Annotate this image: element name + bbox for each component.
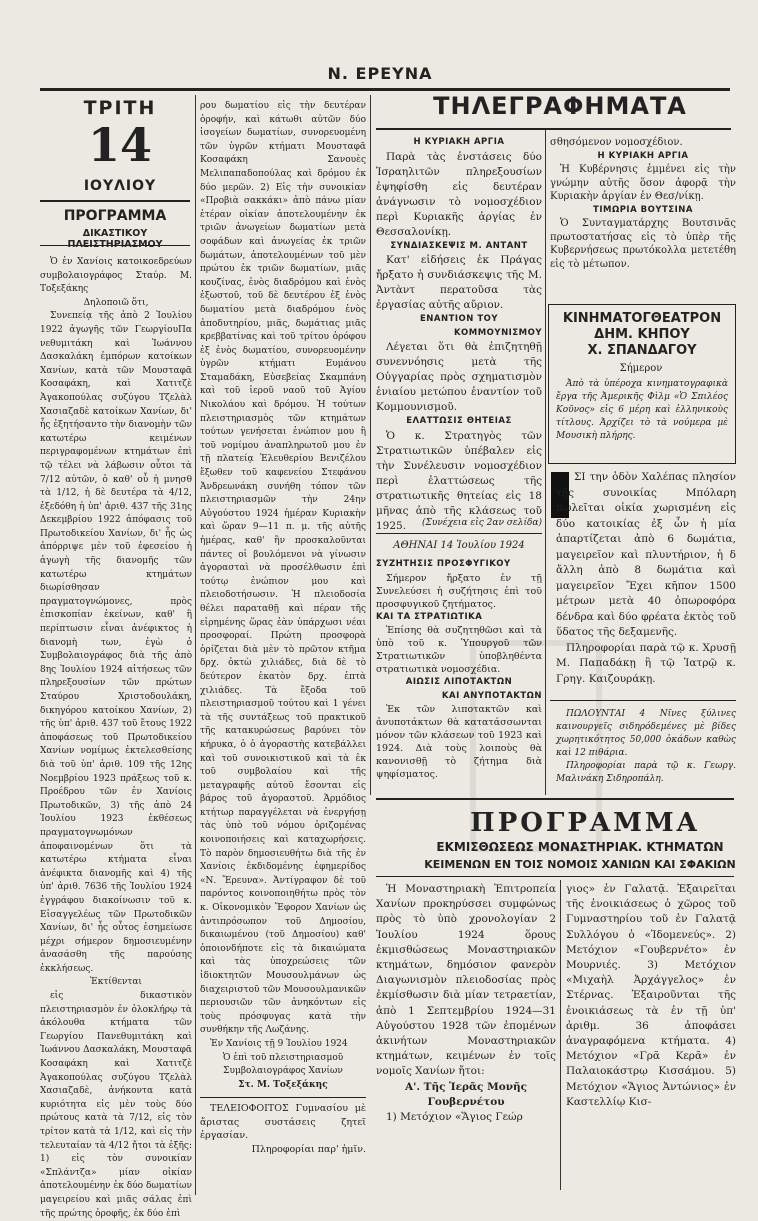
barrels-info: Πληροφορίαι παρὰ τῷ κ. Γεωργ. Μαλινάκη Σιδηροπάλη.: [556, 761, 736, 784]
lease-text: Ἡ Μοναστηριακὴ Ἐπιτροπεία Χανίων προκηρύσσει συμφώνως πρὸς τὸ ὑπὸ χρονολογίαν 2 Ἰουλίου 1924 ὅρους ἐκμισθώσεως Μοναστηριακῶν κτημάτων, δημόσιον φανερὸν Διαγωνισμὸν πλειοδοσίας πρὸς ἐκμίσθωσιν διὰ μίαν τετραετίαν, ἀπὸ 1 Σεπτεμβρίου 1924—31 Αὐγούστου 1928 τῶν ἑπομένων ἀκινήτων Μοναστηριακῶν κτημάτων, κειμένων ἐν τοῖς νομοῖς Χανίων ἤτοι:: [376, 883, 556, 1078]
auction-subheading: ΔΙΚΑΣΤΙΚΟΥ: [82, 228, 148, 239]
telegram-heading: ΕΝΑΝΤΙΟΝ ΤΟΥ: [419, 314, 499, 325]
telegrams-right: [550, 136, 736, 301]
telegrams-column: [376, 136, 542, 531]
telegram-heading: ΑΙΩΣΙΣ ΛΙΠΟΤΑΚΤΩΝ: [405, 677, 513, 688]
lease-program-col1: [376, 882, 556, 1182]
telegrams-title: ΤΗΛΕΓΡΑΦΗΜΑΤΑ: [433, 92, 687, 120]
rule: [200, 1097, 366, 1098]
telegram-text: Παρὰ τὰς ἐνστάσεις δύο Ἰσραηλιτῶν πληρεξουσίων ἐψηφίσθη εἰς δευτέραν ἀνάγνωσιν τὸ νομοσχέδιον περὶ Κυριακῆς ἀργίας ἐν Θεσσαλονίκῃ.: [376, 150, 542, 238]
rule: [376, 533, 542, 534]
day-number: 14: [87, 118, 152, 172]
signature: Στ. Μ. Τοξεξάκης: [238, 1079, 328, 1090]
telegram-text: Κατ' εἰδήσεις ἐκ Πράγας ἤρξατο ἡ συνδιάσκεψις τῆς Μ. Ἀντὰντ περατοῦσα τὰς ἐργασίας αὐτῆς αὔριον.: [376, 254, 542, 312]
telegram-text: Λέγεται ὅτι θὰ ἐπιζητηθῇ συνεννόησις μετὰ τῆς Οὐγγαρίας πρὸς σχηματισμὸν ἑνιαίου μετώπου ἐναντίον τοῦ Κομμουνισμοῦ.: [376, 341, 542, 414]
cinema-title: [548, 311, 736, 359]
cinema-title-line1: ΚΙΝΗΜΑΤΟΓΘΕΑΤΡΟΝ: [562, 311, 722, 326]
telegram-text: Ὁ Συνταγματάρχης Βουτσινᾶς πρωτοστατήσας εἰς τὸ ὑπὲρ τῆς Κυβερνήσεως πρωτόκολλα μετετέθη εἰς τὸ μέτωπον.: [550, 218, 736, 270]
telegram-text: σθησόμενον νομοσχέδιον.: [550, 137, 683, 148]
rule: [40, 200, 190, 202]
column-divider: [370, 95, 371, 795]
telegram-text: Σήμερον ἤρξατο ἐν τῇ Συνελεύσει ἡ συζήτησις ἐπὶ τοῦ προσφυγικοῦ ζητήματος.: [376, 572, 542, 610]
cinema-today: Σήμερον: [619, 363, 663, 374]
weekday: ΤΡΙΤΗ: [83, 97, 157, 119]
cinema-text: [556, 378, 728, 458]
auction-intro: Ὁ ἐν Χανίοις κατοικοεδρεύων συμβολαιογράφος Σταύρ. Μ. Τοξεξάκης: [40, 257, 192, 295]
telegram-text: Ὁ κ. Στρατηγὸς τῶν Στρατιωτικῶν ὑπέβαλεν εἰς τὴν Συνέλευσιν νομοσχέδιον περὶ ἐλαττώσεως τῆς στρατιωτικῆς θητείας εἰς 18 μῆνας ἀπὸ τῆς κλάσεως τοῦ 1925.: [376, 429, 542, 532]
lease-text: γιος» ἐν Γαλατᾷ. Ἐξαιρεῖται τῆς ἐνοικιάσεως ὁ χῶρος τοῦ Γυμναστηρίου τοῦ ἐν Γαλατᾷ Συλλόγου ὁ «Ἰδομενεύς». 2) Μετόχιον «Γουβερνέτο» ἐν Μουρνιές. 3) Μετόχιον «Μιχαὴλ Ἀρχάγγελος» ἐν Στέρνας. Ἐξαιροῦνται τῆς ἐνοικιάσεως τὰ ἐν τῇ ὑπ' ἀριθμ. 36 ἀποφάσει ἀναγραφόμενα κτήματα. 4) Μετόχιον «Γρᾶ Κερᾶ» ἐν Παλαιοκάστρῳ Κισσάμου. 5) Μετόχιον «Ἅγιος Ἀντώνιος» ἐν Καστελλίῳ Κισ-: [566, 883, 736, 1108]
column-divider: [560, 880, 561, 1190]
lease-program-subtitle: ΕΚΜΙΣΘΩΣΕΩΣ ΜΟΝΑΣΤΗΡΙΑΚ. ΚΤΗΜΑΤΩΝ: [436, 840, 724, 854]
auction-text: [40, 256, 192, 1219]
library-stamp: [470, 640, 602, 852]
auction-heading: ΠΡΟΓΡΑΜΜΑ: [63, 208, 167, 224]
signature-title: Ὁ ἐπὶ τοῦ πλειστηριασμοῦ Συμβολαιογράφος Χανίων: [222, 1052, 344, 1077]
telegram-text: Ἐκ τῶν λιποτακτῶν καὶ ἀνυποτάκτων θὰ κατατάσσωνται μόνον τῶν κλάσεων τοῦ 1923 καὶ 1924. Διὰ τοὺς λοιποὺς θὰ κανονισθῇ τὸ ζήτημα διὰ ψηφίσματος.: [376, 704, 542, 781]
lease-program-subtitle-2: ΚΕΙΜΕΝΩΝ ΕΝ ΤΟΙΣ ΝΟΜΟΙΣ ΧΑΝΙΩΝ ΚΑΙ ΣΦΑΚΙΩΝ: [424, 858, 736, 871]
cinema-owner: Χ. ΣΠΑΝΔΑΓΟΥ: [587, 343, 697, 358]
telegram-heading: ΣΥΖΗΤΗΣΙΣ ΠΡΟΣΦΥΓΙΚΟΥ: [376, 559, 511, 569]
auction-declares: Δηλοποιῶ ὅτι,: [83, 297, 149, 308]
lease-section-head: Α'. Τῆς Ἱερᾶς Μονῆς Γουβερνέτου: [404, 1080, 528, 1108]
rule: [376, 876, 734, 877]
auction-body-2: εἰς δικαστικὸν πλειστηριασμὸν ἐν ὁλοκλήρῳ τὰ ἀκόλουθα κτήματα τῶν Γεωργίου Πανεθυμιτάκη καὶ Ἰωάννου Δασκαλάκη, Μουσταφᾶ Κοσαφάκη καὶ Χατιτζὲ Ἀγακοπούλας συζύγου Τζελὰλ Χασιαζαδὲ, ἀνήκοντα κατὰ κυριότητα εἰς μὲν τοὺς δύο πρώτους κατὰ τὰ 7/12, εἰς τὸν τρίτον κατὰ τὰ 1/12, καὶ εἰς τὴν τελευταίαν τὰ 4/12 ἤτοι τὰ ἑξῆς: 1) εἰς τὸν συνοικίαν «Σπλάντζα» μίαν οἰκίαν ἀποτελουμένην ἐκ δύο δωματίων μαγειρείου καὶ μιᾶς σάλας ἐπὶ τῆς πρώτης ὀροφῆς, ἐκ δύο ἐπὶ: [40, 991, 192, 1219]
month: ΙΟΥΛΙΟΥ: [83, 178, 157, 194]
lease-item: 1) Μετόχιον «Ἅγιος Γεώρ: [386, 1111, 523, 1124]
job-ad: [200, 1102, 366, 1162]
telegram-text: Ἡ Κυβέρνησις ἐμμένει εἰς τὴν γνώμην αὐτῆς ὅσον ἀφορᾷ τὴν Κυριακὴν ἀργίαν ἐν Θεσ/νίκῃ.: [550, 164, 736, 202]
rule: [40, 245, 190, 246]
cinema-body: Ἀπὸ τὰ ὑπέροχα κινηματογραφικὰ ἔργα τῆς Ἀμερικῆς Φὶλμ «Ὁ Σπιλέος Κοῦνος» εἰς 6 μέρη καὶ ἑλληνικοὺς τίτλους. Ἀρχίζει τὸ τὰ νούμερα μὲ Μουσικὴ πλήρης.: [556, 379, 728, 441]
lease-program-title: ΠΡΟΓΡΑΜΜΑ: [470, 808, 700, 838]
house-sale-text: ΣΙ την ὁδὸν Χαλέπας πλησίον τῆς συνοικίας Μπόλαρη πωλεῖται οἰκία χωρισμένη εἰς δύο κατοικίας ἐξ ὧν ἡ μία ἀπαρτίζεται ἀπὸ 6 δωμάτια, μαγειρεῖον καὶ πλυντήριον, ἡ δ ἄλλη ἀπὸ 8 δωμάτια καὶ μαγειρεῖον Ἔχει κῆπον 1500 μέτρων μετὰ 40 ὀπωροφόρα δένδρα καὶ δύο φρέατα ἐκτὸς τοῦ ὕδατος τῆς δεξαμενῆς.: [556, 471, 736, 638]
dateline: ΑΘΗΝΑΙ 14 Ἰουλίου 1924: [393, 540, 525, 551]
continued-note: (Συνέχεια εἰς 2αν σελίδα): [421, 518, 542, 528]
auction-body: Συνεπείᾳ τῆς ἀπὸ 2 Ἰουλίου 1922 ἀγωγῆς τῶν ΓεωργίουΠα νεθυμιτάκη καὶ Ἰωάννου Δασκαλάκη ἐμπόρων κατοίκων Χανίων, κατὰ τῶν Μουσταφᾶ Κοσαφάκη, καὶ Χατιτζὲ Ἀγακοπούλας συζύγου Τζελὰλ Χασιαζαδὲ κατοίκων Χανίων, δι' ἧς ἐξητήσαντο τὴν διανομὴν τῶν κατωτέρω κειμένων περιγραφομένων κτημάτων ἐπὶ τῷ τέλει νὰ λάβωσιν οὗτοι τὰ 7/12 αὐτῶν, ὁ καθ' οὗ ἡ μνησθ τὰ 1/12, ἡ δὲ δευτέρα τὰ 4/12, ἐξεδόθη ἡ ὑπ' ἀριθ. 437 τῆς 31ης Δεκεμβρίου 1922 ἀπόφασις τοῦ Πρωτοδικείου Χανίων, δι' ἧς ὡς ἀπόρριψε μὲν τοῦ ἐφεσείου ἡ ἀγωγὴ τῆς διανομῆς τῶν κατωτέρω κτημάτων διωρίσθησαν πραγματογνώμονες, πρὸς ἐπισκοπίαν ἐκείνων, καθ' ἣ περίπτωσιν εἶναι ἀνέφικτος ἡ διανομὴ των, ἐγὼ ὁ Συμβολαιογράφος διὰ τῆς ἀπὸ 8ης Ἰουλίου 1924 αἰτήσεως τῶν πληρεξουσίων τῶν πρώτων Σταύρου Χριστοδουλάκη, δικηγόρου κατοίκου Χανίων, 2) τῆς ὑπ' ἀριθ. 437 τοῦ ἔτους 1922 ἀποφάσεως τοῦ Πρωτοδικείου Χανίων νομίμως ἐκτελεσθείσης διὰ τοῦ ὑπ' ἀριθ. 109 τῆς 12ης Νοεμβρίου 1923 πράξεως τοῦ κ. Προέδρου τῶν ἐν Χανίοις Πρωτοδικῶν, 3) τῆς ἀπὸ 24 Ἰουλίου 1923 ἐκθέσεως πραγματογνωμόνων ἀποφαινομένων ὅτι τὰ κατωτέρω κτήματα εἶναι ἀνέφικτα διανομῆς καὶ 4) τῆς ὑπ' ἀριθ. 7636 τῆς Ἰουλίου 1924 ἐγγράφου διακοίνωσιν τοῦ κ. Εἰσαγγελέως τῶν Πρωτοδικῶν Χανίων, δι' ἧς οὗτος ἐσημείωσε μέχρι σήμερον δημοσιευμένην ἀνασάσθη τῆς παρούσης ἐκκλήσεως.: [40, 311, 192, 974]
telegram-heading: ΤΙΜΩΡΙΑ ΒΟΥΤΣΙΝΑ: [593, 204, 693, 215]
telegram-heading: Η ΚΥΡΙΑΚΗ ΑΡΓΙΑ: [413, 137, 505, 147]
cinema-title-line2: ΔΗΜ. ΚΗΠΟΥ: [594, 327, 690, 342]
masthead: Ν. ΕΡΕΥΝΑ: [327, 64, 433, 83]
masthead-rule: [40, 88, 730, 91]
rule: [376, 128, 731, 130]
telegram-text: Ἐπίσης θὰ συζητηθῶσι καὶ τὰ ὑπὸ τοῦ κ. Ὑπουργοῦ τῶν Στρατιωτικῶν ὑποβληθέντα στρατιωτικὰ νομοσχέδια.: [376, 625, 542, 676]
auction-continued: [200, 100, 366, 1090]
lease-program-col2: [566, 882, 736, 1182]
column-divider: [195, 95, 196, 1195]
telegram-heading: ΚΟΜΜΟΥΝΙΣΜΟΥ: [453, 327, 542, 338]
telegram-heading: ΣΥΝΔΙΑΣΚΕΨΙΣ Μ. ΑΝΤΑΝΤ: [390, 240, 528, 251]
auction-continued-body: ρου δωματίου εἰς τὴν δευτέραν ὀροφήν, καὶ κάτωθι αὐτῶν δύο ἰσογείων δωματίων, συνορευομένη τῶν ὑγρῶν κτήματι Μουσταφᾶ Κοσαφάκη Σανουὲς Μελιπαπαδοπούλας καὶ δρόμου ἐκ δύο μερῶν. 2) Εἰς τὴν συνοικίαν «Προβιὰ σακκάκι» ἀπὸ πάνω μίαν ἑτέραν οἰκίαν ἀποτελουμένην ἐκ τριῶν ἀνωγείων δωματίων μετὰ σοφάδων καὶ ἀνωγείας ἐκ τριῶν δωμάτων, ἀποτελουμένων τοῦ μὲν πρώτου ἐκ τριῶν δωματίων, μιᾶς κουζίνας, ἑνὸς διαδρόμου καὶ ἑνὸς ἐξωστοῦ, τοῦ δὲ δευτέρου ἐξ ἑνὸς δωματίου μετὰ διαδρόμου ἑνὸς ἀποδυτηρίου, μιᾶς, δωμάτιας μιᾶς κρεββατίνας καὶ τοῦ τρίτου ὀρόφου ἐξ ἑνὸς δωματίου, συνορευομένην ὑγρῶν κτήματι Ευμάνου Σταμαδάκη, Εὐσεβείας Σκαμπάνη καὶ τοῦ ἱεροῦ ναοῦ τοῦ Ἁγίου Νικολάου καὶ δρόμου. Ἡ τούτων πλειστηριασμὸς τῶν κτημάτων τούτων γενήσεται ἐνώπιον μου ἢ τοῦ νομίμου ἀναπληρωτοῦ μου ἐν τῇ πλατείᾳ Ἐλευθερίου Βενιζέλου ἔξωθεν τοῦ καφενείου Στεφάνου Ἀνδρεωνάκη συνήθη τόπον τῶν πλειστηριασμῶν τὴν 24ην Αὐγούστου 1924 ἡμέραν Κυριακὴν καὶ ὥραν 9—11 π. μ. τῆς αὐτῆς ἡμέρας, καθ' ἣν προσκαλοῦνται πάντες οἱ βουλόμενοι νὰ γίνωσιν ἀγορασταὶ νὰ προσέλθωσιν ἐπὶ τούτῳ ἐνώπιον μου καὶ πλειοδοτήσωσιν. Ἡ πλειοδοσία θέλει παραταθῇ καὶ πέραν τῆς εἰρημένης ὥρας ἐὰν ὑπάρχωσι νέαι προσφοραί. Πρώτη προσφορὰ ὁρίζεται διὰ μὲν τὸ πρῶτον κτῆμα δρχ. ὀκτὼ χιλιάδες, διὰ δὲ τὸ δεύτερον ἑκατὸν δρχ. ἑπτὰ χιλιάδες. Τὰ ἔξοδα τοῦ πλειστηριασμοῦ τούτου καὶ 1 γένει τὰ τῆς συντάξεως τοῦ πρακτικοῦ τῆς κατακυρώσεως βαρύνει τὸν κήρυκα, ὁ ὁ ἀγοραστὴς κατεβάλλει καὶ τοῦ συνοικιστικοῦ καὶ τὰ ἐκ τοῦ συμβολαίου καὶ τῆς μεταγραφῆς αὐτοῦ ἔσονται εἰς βάρος τοῦ ἀγοραστοῦ. Ἁρμόδιος κτήτωρ παραγγέλεται νὰ ἐνεργήσῃ τὰς ὑπὸ τοῦ νόμου ὁριζομένας κοινοποιήσεις καὶ καταχωρήσεις. Τὸ παρὸν δημοσιευθήτω διὰ τῆς ἐν Χανίοις ἐκδιδομένης ἐφημερίδος «Ν. Ἔρευνα». Ἀντίγραφον δὲ τοῦ παρόντος κοινοποιηθήτω πρὸς τὸν κ. Οἰκονομικὸν Ἔφορον Χανίων ὡς ἀντιπρόσωπον τοῦ Δημοσίου, δικαιωμένου (τοῦ Δημοσίου) καθ' ὁποιονδήποτε εἰς τὰ δικαιώματα καὶ τὰς ὑποχρεώσεις τῶν ἰδιοκτητῶν Μουσουλμάνων ὡς διαχειριστοῦ τῶν Μουσουλμανικῶν περιουσιῶν τῶν ἀνηκόντων εἰς τοὺς πρόσφυγας κατὰ τὴν συνθήκην τῆς Λωζάνης.: [200, 101, 366, 1036]
barrels-text: ΠΩΛΟΥΝΤΑΙ 4 Νῖνες ξύλινες καινουργεῖς σιδηρόδεμένες μὲ βίδες χωρητικότητος 50,000 ὀκάδων καθὼς καὶ 12 πιθάρια.: [556, 709, 736, 758]
auction-exposes: Ἐκτίθενται: [90, 977, 142, 988]
telegram-heading: ΚΑΙ ΑΝΥΠΟΤΑΚΤΩΝ: [441, 690, 542, 701]
job-ad-info: Πληροφορίαι παρ' ἡμῖν.: [251, 1143, 366, 1155]
telegram-heading: Η ΚΥΡΙΑΚΗ ΑΡΓΙΑ: [597, 150, 689, 161]
house-sale-info: Πληροφορίαι παρὰ τῷ κ. Χρυσῇ Μ. Παπαδάκῃ ἢ τῷ Ἰατρῷ κ. Γρηγ. Καιζουράκῃ.: [556, 641, 736, 685]
telegram-heading: ΕΛΑΤΤΩΣΙΣ ΘΗΤΕΙΑΣ: [406, 416, 512, 427]
telegram-heading: ΚΑΙ ΤΑ ΣΤΡΑΤΙΩΤΙΚΑ: [376, 611, 483, 622]
signature-date: Ἐν Χανίοις τῇ 9 Ἰουλίου 1924: [210, 1038, 348, 1049]
job-ad-text: ΤΕΛΕΙΟΦΟΙΤΟΣ Γυμνασίου μὲ ἄριστας συστάσεις ζητεῖ ἐργασίαν.: [200, 1103, 366, 1142]
